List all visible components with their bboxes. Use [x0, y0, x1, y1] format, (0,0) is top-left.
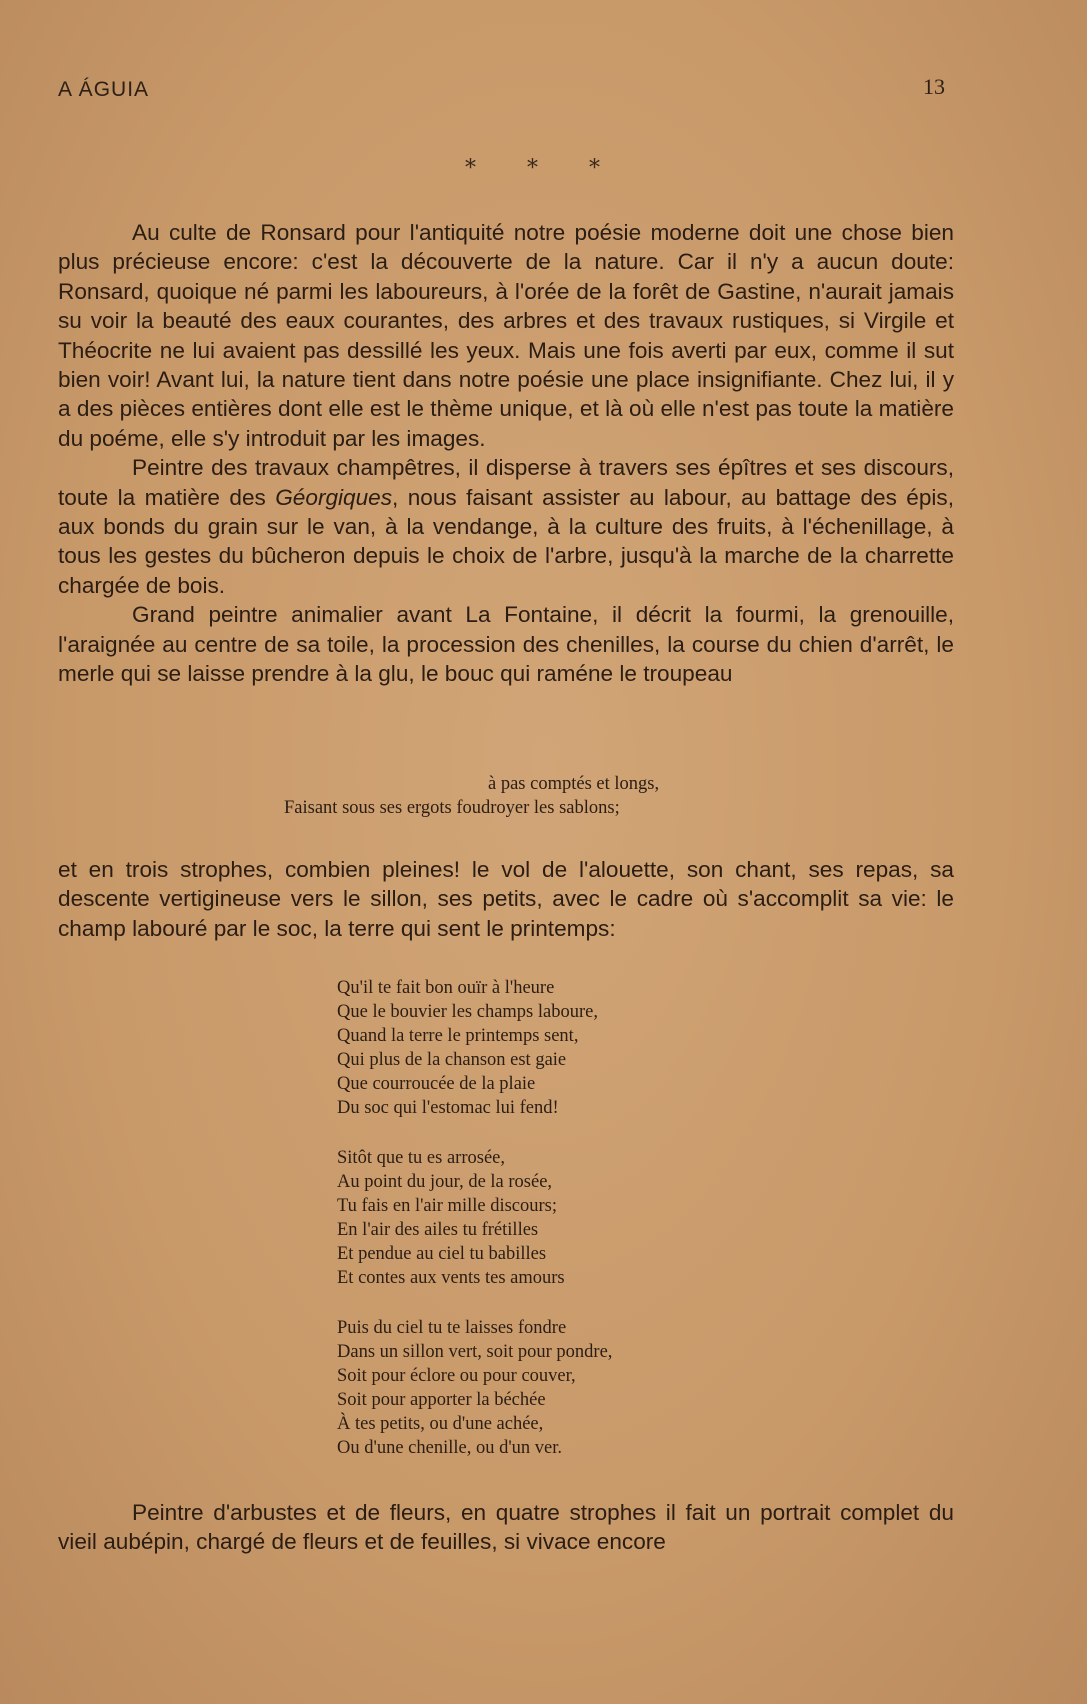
paragraph-text: Peintre des travaux champêtres, il disperse à travers ses épîtres et ses discours, toute la matière des [58, 455, 954, 510]
verse-line: Et pendue au ciel tu babilles [337, 1244, 547, 1264]
verse-line: Puis du ciel tu te laisses fondre [337, 1318, 567, 1338]
verse-line: Et contes aux vents tes amours [337, 1268, 565, 1288]
page-number: 13 [923, 74, 945, 99]
verse-line: à pas comptés et longs, [488, 774, 660, 794]
paragraph-travaux-champetres [58, 453, 954, 600]
verse-line: Qu'il te fait bon ouïr à l'heure [337, 978, 555, 998]
verse-line: Dans un sillon vert, soit pour pondre, [337, 1342, 613, 1362]
poem-stanza [337, 1146, 717, 1290]
verse-line: À tes petits, ou d'une achée, [337, 1414, 544, 1434]
georgiques-title: Géorgiques [275, 484, 393, 510]
final-text-block [58, 1498, 954, 1557]
paragraph-ronsard-nature: Au culte de Ronsard pour l'antiquité notre poésie moderne doit une chose bien plus précieuse encore: c'est la découverte de la nature. Car il n'y a aucun doute: Ronsard, quoique né parmi les laboureurs, à l'orée de la forêt de Gastine, n'aurait jamais su voir la beauté des eaux courantes, des arbres et des travaux rustiques, si Virgile et Théocrite ne lui avaient pas dessillé les yeux. Mais une fois averti par eux, comme il sut bien voir! Avant lui, la nature tient dans notre poésie une place insignifiante. Chez lui, il y a des pièces entières dont elle est le thème unique, et là où elle n'est pas toute la matière du poéme, elle s'y introduit par les images. [58, 220, 954, 451]
paragraph-arbustes: Peintre d'arbustes et de fleurs, en quatre strophes il fait un portrait complet du vieil aubépin, chargé de fleurs et de feuilles, si vivace encore [58, 1500, 954, 1555]
verse-quote [284, 772, 744, 820]
verse-line: Faisant sous ses ergots foudroyer les sablons; [284, 798, 620, 818]
verse-line: Sitôt que tu es arrosée, [337, 1148, 505, 1168]
verse-line: Soit pour apporter la béchée [337, 1390, 546, 1410]
verse-line: Que le bouvier les champs laboure, [337, 1002, 598, 1022]
section-ornament: * * * [465, 156, 622, 181]
paragraph-text: , nous faisant assister au labour, au battage des épis, aux bonds du grain sur le van, à la vendange, à la culture des fruits, à l'échenillage, à tous les gestes du bûcheron depuis le choix de l'arbre, jusqu'à la marche de la charrette chargée de bois. [58, 484, 955, 598]
poem-stanza [337, 976, 717, 1120]
verse-line: Soit pour éclore ou pour couver, [337, 1366, 576, 1386]
continuation-text-block [58, 855, 954, 943]
verse-line: Que courroucée de la plaie [337, 1074, 536, 1094]
verse-line: Au point du jour, de la rosée, [337, 1172, 553, 1192]
paragraph-peintre-animalier: Grand peintre animalier avant La Fontaine, il décrit la fourmi, la grenouille, l'araignée au centre de sa toile, la procession des chenilles, la course du chien d'arrêt, le merle qui se laisse prendre à la glu, le bouc qui raméne le troupeau [58, 602, 954, 687]
verse-line: En l'air des ailes tu frétilles [337, 1220, 539, 1240]
running-title: A ÁGUIA [58, 78, 150, 101]
verse-line: Ou d'une chenille, ou d'un ver. [337, 1438, 563, 1458]
main-text-block [58, 218, 954, 689]
paragraph-alouette: et en trois strophes, combien pleines! le vol de l'alouette, son chant, ses repas, sa descente vertigineuse vers le sillon, ses petits, avec le cadre où s'accomplit sa vie: le champ labouré par le soc, la terre qui sent le printemps: [58, 857, 954, 941]
verse-line: Du soc qui l'estomac lui fend! [337, 1098, 559, 1118]
poem-stanza [337, 1316, 717, 1460]
verse-line: Quand la terre le printemps sent, [337, 1026, 579, 1046]
verse-line: Tu fais en l'air mille discours; [337, 1196, 558, 1216]
verse-line: Qui plus de la chanson est gaie [337, 1050, 567, 1070]
